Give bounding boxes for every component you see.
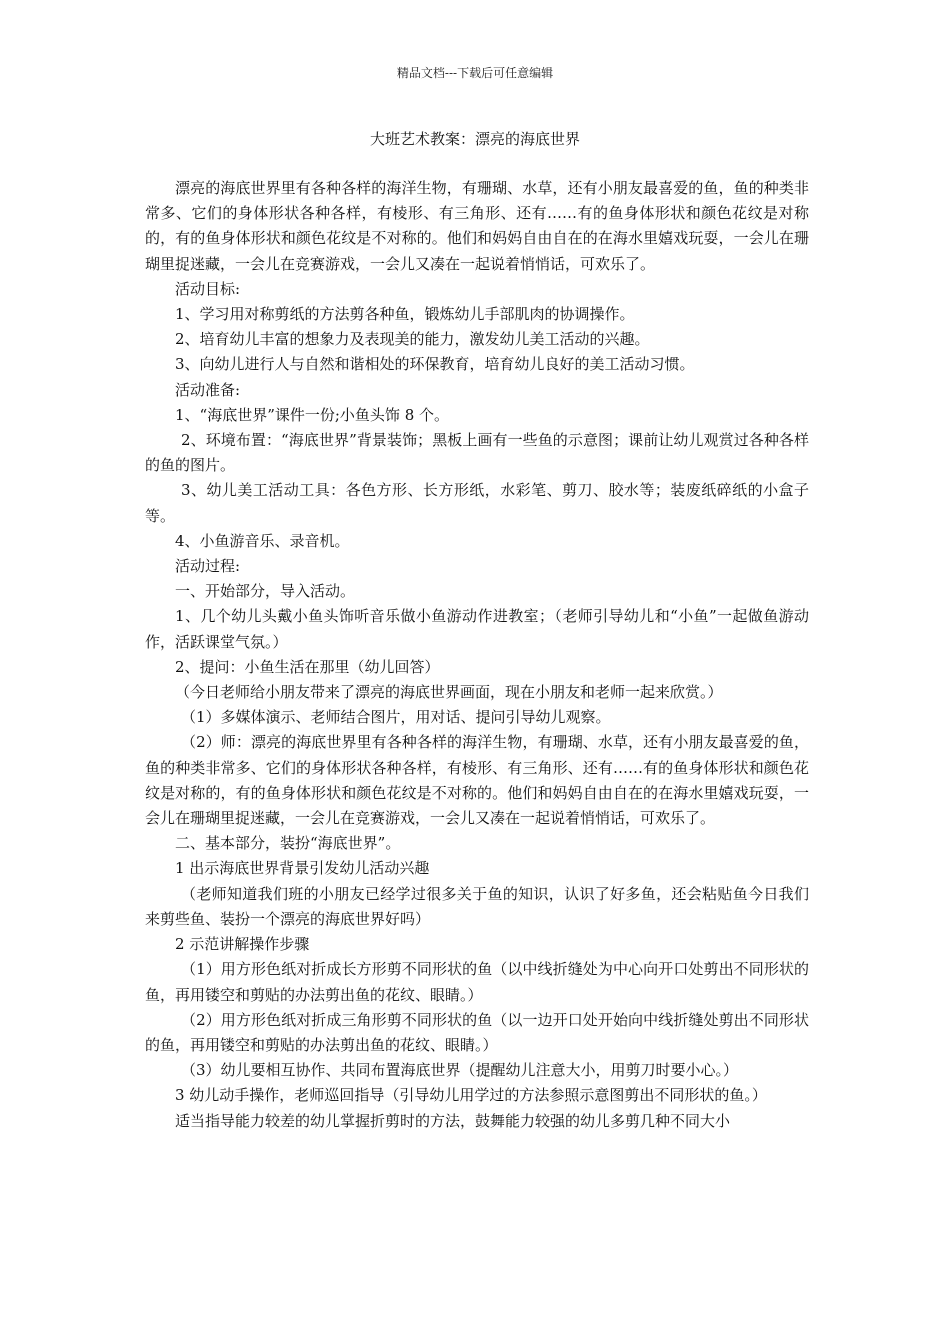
paragraph: 3、幼儿美工活动工具：各色方形、长方形纸，水彩笔、剪刀、胶水等；装废纸碎纸的小盒子等。 — [145, 481, 809, 525]
paragraph: （2）用方形色纸对折成三角形剪不同形状的鱼（以一边开口处开始向中线折缝处剪出不同形状的鱼，再用镂空和剪贴的办法剪出鱼的花纹、眼睛。） — [145, 1010, 809, 1054]
paragraph: 活动过程: — [175, 557, 241, 576]
paragraph: 1 出示海底世界背景引发幼儿活动兴趣 — [175, 859, 430, 878]
paragraph: 活动准备: — [175, 380, 241, 399]
paragraph: 1、学习用对称剪纸的方法剪各种鱼，锻炼幼儿手部肌肉的协调操作。 — [175, 305, 635, 324]
paragraph: 2 示范讲解操作步骤 — [175, 935, 310, 954]
paragraph: 2、培育幼儿丰富的想象力及表现美的能力，激发幼儿美工活动的兴趣。 — [175, 330, 650, 349]
paragraph: （1）多媒体演示、老师结合图片，用对话、提问引导幼儿观察。 — [181, 708, 611, 727]
paragraph: 二、基本部分，装扮“海底世界”。 — [175, 834, 401, 853]
paragraph: 1、几个幼儿头戴小鱼头饰听音乐做小鱼游动作进教室；（老师引导幼儿和“小鱼”一起做鱼游动作，活跃课堂气氛。） — [145, 607, 809, 651]
paragraph: （3）幼儿要相互协作、共同布置海底世界（提醒幼儿注意大小，用剪刀时要小心。） — [181, 1061, 739, 1080]
paragraph: 适当指导能力较差的幼儿掌握折剪时的方法，鼓舞能力较强的幼儿多剪几种不同大小 — [175, 1111, 731, 1130]
page-header: 精品文档---下载后可任意编辑 — [396, 66, 554, 80]
paragraph: 活动目标: — [175, 279, 241, 298]
document-body — [145, 176, 809, 1134]
paragraph: 2、环境布置：“海底世界”背景装饰；黑板上画有一些鱼的示意图；课前让幼儿观赏过各种各样的鱼的图片。 — [145, 431, 809, 475]
paragraph: 漂亮的海底世界里有各种各样的海洋生物，有珊瑚、水草，还有小朋友最喜爱的鱼，鱼的种类非常多、它们的身体形状各种各样，有棱形、有三角形、还有……有的鱼身体形状和颜色花纹是对称的，有的鱼身体形状和颜色花纹是不对称的。他们和妈妈自由自在的在海水里嬉戏玩耍，一会儿在珊瑚里捉迷藏，一会儿在竞赛游戏，一会儿又凑在一起说着悄悄话，可欢乐了。 — [145, 179, 809, 273]
paragraph: 3、向幼儿进行人与自然和谐相处的环保教育，培育幼儿良好的美工活动习惯。 — [175, 355, 695, 374]
paragraph: （1）用方形色纸对折成长方形剪不同形状的鱼（以中线折缝处为中心向开口处剪出不同形状的鱼，再用镂空和剪贴的办法剪出鱼的花纹、眼睛。） — [145, 960, 809, 1004]
paragraph: 3 幼儿动手操作，老师巡回指导（引导幼儿用学过的方法参照示意图剪出不同形状的鱼。） — [175, 1086, 767, 1105]
paragraph: （老师知道我们班的小朋友已经学过很多关于鱼的知识，认识了好多鱼，还会粘贴鱼今日我们来剪些鱼、装扮一个漂亮的海底世界好吗） — [145, 884, 809, 928]
paragraph: 1、“海底世界”课件一份;小鱼头饰 8 个。 — [175, 405, 450, 424]
paragraph: 2、提问：小鱼生活在那里（幼儿回答） — [175, 657, 440, 676]
paragraph: （今日老师给小朋友带来了漂亮的海底世界画面，现在小朋友和老师一起来欣赏。） — [175, 683, 723, 702]
document-title: 大班艺术教案：漂亮的海底世界 — [369, 130, 580, 148]
paragraph: 一、开始部分，导入活动。 — [175, 582, 356, 601]
paragraph: （2）师：漂亮的海底世界里有各种各样的海洋生物，有珊瑚、水草，还有小朋友最喜爱的鱼，鱼的种类非常多、它们的身体形状各种各样，有棱形、有三角形、还有……有的鱼身体形状和颜色花纹是对称的，有的鱼身体形状和颜色花纹是不对称的。他们和妈妈自由自在的在海水里嬉戏玩耍，一会儿在珊瑚里捉迷藏，一会儿在竞赛游戏，一会儿又凑在一起说着悄悄话，可欢乐了。 — [145, 733, 809, 828]
paragraph: 4、小鱼游音乐、录音机。 — [175, 531, 350, 550]
